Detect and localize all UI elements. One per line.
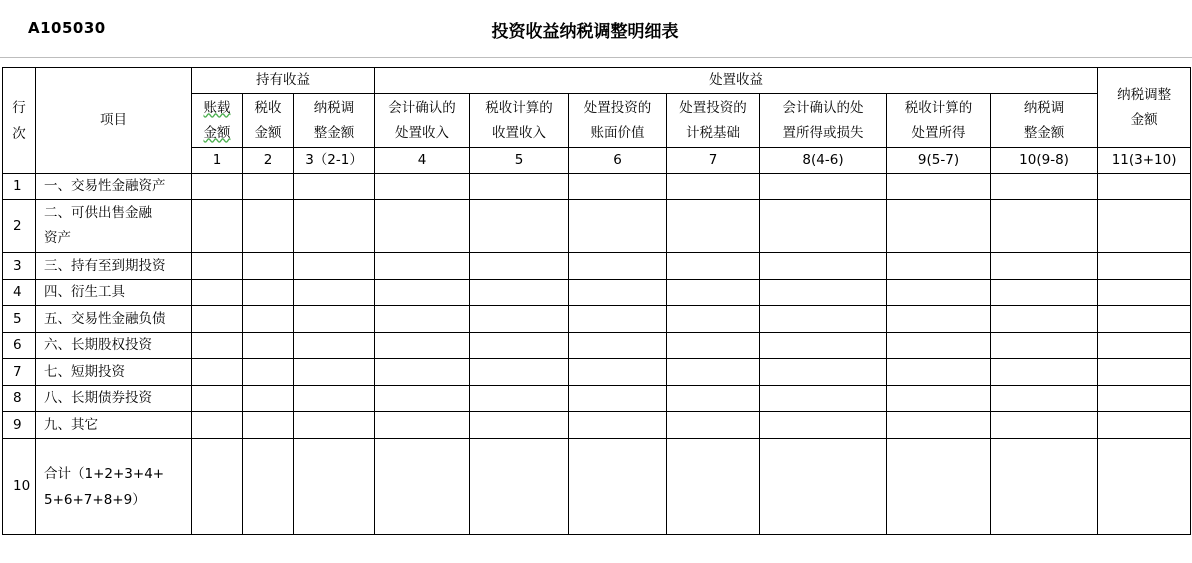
cell-input[interactable] bbox=[375, 386, 470, 412]
cell-input[interactable] bbox=[192, 200, 243, 253]
cell-input[interactable] bbox=[1098, 439, 1191, 535]
cell-input[interactable] bbox=[192, 439, 243, 535]
row-number: 9 bbox=[3, 412, 36, 439]
cell-input[interactable] bbox=[470, 253, 569, 280]
header-accounting-disposal-income: 会计确认的处置收入 bbox=[375, 94, 470, 148]
cell-input[interactable] bbox=[294, 439, 375, 535]
col-number: 1 bbox=[192, 148, 243, 174]
cell-input[interactable] bbox=[887, 359, 991, 386]
cell-input[interactable] bbox=[991, 306, 1098, 333]
table-row bbox=[3, 386, 1191, 412]
investment-income-table bbox=[2, 67, 1191, 535]
cell-input[interactable] bbox=[569, 439, 667, 535]
cell-input[interactable] bbox=[887, 412, 991, 439]
header-disposal-adjust: 纳税调整金额 bbox=[991, 94, 1098, 148]
header-divider bbox=[0, 57, 1192, 58]
cell-input[interactable] bbox=[569, 280, 667, 306]
cell-input[interactable] bbox=[294, 359, 375, 386]
header-item: 项目 bbox=[36, 68, 192, 174]
header-tax-gain: 税收计算的处置所得 bbox=[887, 94, 991, 148]
table-row bbox=[3, 253, 1191, 280]
cell-input[interactable] bbox=[760, 200, 887, 253]
cell-input[interactable] bbox=[294, 280, 375, 306]
cell-input[interactable] bbox=[760, 412, 887, 439]
cell-input[interactable] bbox=[470, 359, 569, 386]
cell-input[interactable] bbox=[375, 174, 470, 200]
table-row bbox=[3, 359, 1191, 386]
cell-input[interactable] bbox=[243, 386, 294, 412]
header-book-value: 处置投资的账面价值 bbox=[569, 94, 667, 148]
row-number: 3 bbox=[3, 253, 36, 280]
header-tax-adjust-total: 纳税调整金额 bbox=[1098, 68, 1191, 148]
col-number: 10(9-8) bbox=[991, 148, 1098, 174]
cell-input[interactable] bbox=[887, 306, 991, 333]
cell-input[interactable] bbox=[470, 386, 569, 412]
cell-input[interactable] bbox=[887, 280, 991, 306]
cell-input[interactable] bbox=[887, 333, 991, 359]
cell-input[interactable] bbox=[1098, 386, 1191, 412]
cell-input[interactable] bbox=[294, 174, 375, 200]
cell-input[interactable] bbox=[1098, 333, 1191, 359]
table-row bbox=[3, 306, 1191, 333]
cell-input[interactable] bbox=[667, 280, 760, 306]
cell-input[interactable] bbox=[569, 386, 667, 412]
cell-input[interactable] bbox=[887, 200, 991, 253]
cell-input[interactable] bbox=[294, 333, 375, 359]
cell-input[interactable] bbox=[243, 359, 294, 386]
row-number: 5 bbox=[3, 306, 36, 333]
cell-input[interactable] bbox=[192, 174, 243, 200]
col-number: 3（2-1） bbox=[294, 148, 375, 174]
header-accounting-gain-loss: 会计确认的处置所得或损失 bbox=[760, 94, 887, 148]
cell-input[interactable] bbox=[192, 359, 243, 386]
col-number: 11(3+10) bbox=[1098, 148, 1191, 174]
cell-input[interactable] bbox=[991, 439, 1098, 535]
cell-input[interactable] bbox=[569, 333, 667, 359]
col-number: 9(5-7) bbox=[887, 148, 991, 174]
row-number: 6 bbox=[3, 333, 36, 359]
cell-input[interactable] bbox=[243, 280, 294, 306]
cell-input[interactable] bbox=[887, 386, 991, 412]
cell-input[interactable] bbox=[760, 174, 887, 200]
cell-input[interactable] bbox=[192, 306, 243, 333]
cell-input[interactable] bbox=[760, 306, 887, 333]
table-row bbox=[3, 174, 1191, 200]
cell-input[interactable] bbox=[294, 386, 375, 412]
cell-input[interactable] bbox=[470, 174, 569, 200]
cell-input[interactable] bbox=[760, 333, 887, 359]
cell-input[interactable] bbox=[991, 174, 1098, 200]
table-row bbox=[3, 412, 1191, 439]
header-tax-disposal-income: 税收计算的收置收入 bbox=[470, 94, 569, 148]
cell-input[interactable] bbox=[667, 359, 760, 386]
cell-input[interactable] bbox=[470, 280, 569, 306]
form-title: 投资收益纳税调整明细表 bbox=[491, 22, 679, 42]
cell-input[interactable] bbox=[887, 253, 991, 280]
cell-input[interactable] bbox=[470, 439, 569, 535]
cell-input[interactable] bbox=[375, 306, 470, 333]
cell-input[interactable] bbox=[375, 412, 470, 439]
cell-input[interactable] bbox=[667, 333, 760, 359]
header-book-amount: 账载金额 bbox=[192, 94, 243, 148]
header-holding-income: 持有收益 bbox=[192, 68, 375, 94]
row-item: 三、持有至到期投资 bbox=[36, 253, 192, 280]
cell-input[interactable] bbox=[1098, 174, 1191, 200]
cell-input[interactable] bbox=[569, 200, 667, 253]
cell-input[interactable] bbox=[667, 200, 760, 253]
cell-input[interactable] bbox=[760, 439, 887, 535]
cell-input[interactable] bbox=[243, 174, 294, 200]
cell-input[interactable] bbox=[1098, 359, 1191, 386]
header-tax-amount: 税收金额 bbox=[243, 94, 294, 148]
cell-input[interactable] bbox=[1098, 253, 1191, 280]
cell-input[interactable] bbox=[760, 253, 887, 280]
cell-input[interactable] bbox=[991, 253, 1098, 280]
row-item: 六、长期股权投资 bbox=[36, 333, 192, 359]
cell-input[interactable] bbox=[192, 386, 243, 412]
cell-input[interactable] bbox=[667, 439, 760, 535]
cell-input[interactable] bbox=[1098, 200, 1191, 253]
row-item: 合计（1+2+3+4+5+6+7+8+9） bbox=[36, 439, 192, 535]
cell-input[interactable] bbox=[294, 306, 375, 333]
cell-input[interactable] bbox=[243, 253, 294, 280]
cell-input[interactable] bbox=[760, 359, 887, 386]
row-item: 八、长期债券投资 bbox=[36, 386, 192, 412]
cell-input[interactable] bbox=[887, 439, 991, 535]
cell-input[interactable] bbox=[991, 200, 1098, 253]
cell-input[interactable] bbox=[243, 333, 294, 359]
cell-input[interactable] bbox=[569, 174, 667, 200]
col-number: 8(4-6) bbox=[760, 148, 887, 174]
row-number: 1 bbox=[3, 174, 36, 200]
row-number: 8 bbox=[3, 386, 36, 412]
col-number: 2 bbox=[243, 148, 294, 174]
cell-input[interactable] bbox=[1098, 412, 1191, 439]
cell-input[interactable] bbox=[667, 253, 760, 280]
cell-input[interactable] bbox=[243, 306, 294, 333]
cell-input[interactable] bbox=[470, 200, 569, 253]
col-number: 6 bbox=[569, 148, 667, 174]
row-number: 7 bbox=[3, 359, 36, 386]
cell-input[interactable] bbox=[375, 280, 470, 306]
cell-input[interactable] bbox=[470, 306, 569, 333]
cell-input[interactable] bbox=[1098, 280, 1191, 306]
cell-input[interactable] bbox=[375, 333, 470, 359]
cell-input[interactable] bbox=[569, 359, 667, 386]
cell-input[interactable] bbox=[569, 253, 667, 280]
row-item: 四、衍生工具 bbox=[36, 280, 192, 306]
cell-input[interactable] bbox=[760, 386, 887, 412]
col-number: 4 bbox=[375, 148, 470, 174]
cell-input[interactable] bbox=[243, 200, 294, 253]
cell-input[interactable] bbox=[760, 280, 887, 306]
header-tax-basis: 处置投资的计税基础 bbox=[667, 94, 760, 148]
table-row bbox=[3, 333, 1191, 359]
cell-input[interactable] bbox=[192, 412, 243, 439]
header-disposal-income: 处置收益 bbox=[375, 68, 1098, 94]
row-number: 4 bbox=[3, 280, 36, 306]
cell-input[interactable] bbox=[375, 200, 470, 253]
cell-input[interactable] bbox=[294, 200, 375, 253]
cell-input[interactable] bbox=[569, 412, 667, 439]
cell-input[interactable] bbox=[375, 439, 470, 535]
header-holding-adjust: 纳税调整金额 bbox=[294, 94, 375, 148]
cell-input[interactable] bbox=[569, 306, 667, 333]
table-row-total bbox=[3, 439, 1191, 535]
cell-input[interactable] bbox=[192, 280, 243, 306]
form-code: A105030 bbox=[28, 19, 106, 37]
table-row bbox=[3, 280, 1191, 306]
table-row bbox=[3, 200, 1191, 253]
cell-input[interactable] bbox=[375, 359, 470, 386]
row-item: 一、交易性金融资产 bbox=[36, 174, 192, 200]
cell-input[interactable] bbox=[991, 280, 1098, 306]
cell-input[interactable] bbox=[1098, 306, 1191, 333]
cell-input[interactable] bbox=[991, 359, 1098, 386]
cell-input[interactable] bbox=[470, 412, 569, 439]
row-item: 二、可供出售金融资产 bbox=[36, 200, 192, 253]
row-item: 九、其它 bbox=[36, 412, 192, 439]
cell-input[interactable] bbox=[243, 439, 294, 535]
cell-input[interactable] bbox=[667, 386, 760, 412]
col-number: 5 bbox=[470, 148, 569, 174]
cell-input[interactable] bbox=[470, 333, 569, 359]
cell-input[interactable] bbox=[667, 306, 760, 333]
cell-input[interactable] bbox=[375, 253, 470, 280]
cell-input[interactable] bbox=[192, 253, 243, 280]
col-number: 7 bbox=[667, 148, 760, 174]
row-number: 10 bbox=[3, 439, 36, 535]
row-item: 七、短期投资 bbox=[36, 359, 192, 386]
cell-input[interactable] bbox=[667, 174, 760, 200]
cell-input[interactable] bbox=[667, 412, 760, 439]
cell-input[interactable] bbox=[294, 253, 375, 280]
row-item: 五、交易性金融负债 bbox=[36, 306, 192, 333]
cell-input[interactable] bbox=[991, 333, 1098, 359]
cell-input[interactable] bbox=[294, 412, 375, 439]
cell-input[interactable] bbox=[243, 412, 294, 439]
cell-input[interactable] bbox=[991, 412, 1098, 439]
cell-input[interactable] bbox=[887, 174, 991, 200]
header-row-no: 行次 bbox=[3, 68, 36, 174]
cell-input[interactable] bbox=[192, 333, 243, 359]
row-number: 2 bbox=[3, 200, 36, 253]
cell-input[interactable] bbox=[991, 386, 1098, 412]
